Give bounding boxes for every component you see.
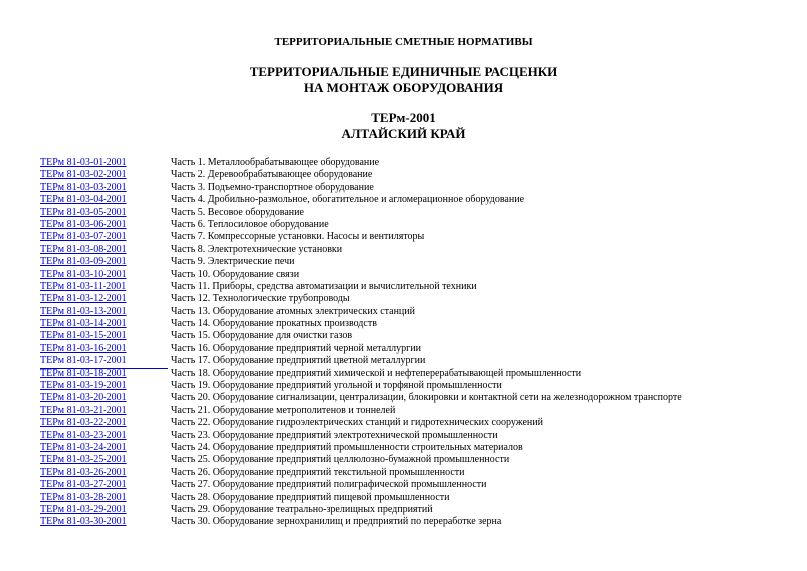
part-title: Часть 27. Оборудование предприятий полиграфической промышленности	[171, 479, 487, 491]
list-item	[40, 330, 760, 342]
part-link[interactable]: ТЕРм 81-03-09-2001	[40, 256, 127, 268]
list-item	[40, 182, 760, 194]
part-title: Часть 7. Компрессорные установки. Насосы и вентиляторы	[171, 231, 425, 243]
part-link[interactable]: ТЕРм 81-03-28-2001	[40, 491, 127, 503]
part-link[interactable]: ТЕРм 81-03-25-2001	[40, 454, 127, 466]
part-link[interactable]: ТЕРм 81-03-04-2001	[40, 194, 127, 206]
document-title	[0, 64, 807, 96]
part-link[interactable]: ТЕРм 81-03-02-2001	[40, 169, 127, 181]
document-title-line-1: ТЕРРИТОРИАЛЬНЫЕ ЕДИНИЧНЫЕ РАСЦЕНКИ	[249, 64, 558, 79]
part-link[interactable]: ТЕРм 81-03-21-2001	[40, 404, 127, 416]
list-item	[40, 281, 760, 293]
part-link[interactable]: ТЕРм 81-03-24-2001	[40, 441, 127, 453]
list-item	[40, 343, 760, 355]
part-link[interactable]: ТЕРм 81-03-08-2001	[40, 243, 127, 255]
document-title-line-2: НА МОНТАЖ ОБОРУДОВАНИЯ	[303, 80, 504, 95]
part-link[interactable]: ТЕРм 81-03-27-2001	[40, 479, 127, 491]
part-title: Часть 9. Электрические печи	[171, 256, 295, 268]
part-title: Часть 21. Оборудование метрополитенов и тоннелей	[171, 404, 396, 416]
part-title: Часть 4. Дробильно-размольное, обогатительное и агломерационное оборудование	[171, 194, 525, 206]
document-code: ТЕРм-2001	[371, 110, 436, 125]
part-link[interactable]: ТЕРм 81-03-12-2001	[40, 293, 127, 305]
part-title: Часть 23. Оборудование предприятий электротехнической промышленности	[171, 429, 498, 441]
parts-list	[40, 157, 760, 529]
part-link[interactable]: ТЕРм 81-03-17-2001	[40, 355, 168, 368]
part-link[interactable]: ТЕРм 81-03-16-2001	[40, 342, 127, 354]
list-item	[40, 405, 760, 417]
part-link[interactable]: ТЕРм 81-03-29-2001	[40, 503, 127, 515]
list-item	[40, 256, 760, 268]
part-link[interactable]: ТЕРм 81-03-07-2001	[40, 231, 127, 243]
part-title: Часть 15. Оборудование для очистки газов	[171, 330, 353, 342]
list-item	[40, 492, 760, 504]
part-link[interactable]: ТЕРм 81-03-06-2001	[40, 218, 127, 230]
part-link[interactable]: ТЕРм 81-03-20-2001	[40, 392, 127, 404]
part-title: Часть 1. Металлообрабатывающее оборудование	[171, 157, 380, 168]
list-item	[40, 368, 760, 380]
part-title: Часть 6. Теплосиловое оборудование	[171, 218, 329, 230]
part-title: Часть 13. Оборудование атомных электрических станций	[171, 305, 415, 317]
part-title: Часть 26. Оборудование предприятий текстильной промышленности	[171, 466, 465, 478]
part-link[interactable]: ТЕРм 81-03-05-2001	[40, 206, 127, 218]
part-link[interactable]: ТЕРм 81-03-03-2001	[40, 181, 127, 193]
part-title: Часть 17. Оборудование предприятий цветной металлургии	[171, 355, 426, 367]
list-item	[40, 293, 760, 305]
list-item	[40, 479, 760, 491]
part-link[interactable]: ТЕРм 81-03-10-2001	[40, 268, 127, 280]
part-title: Часть 14. Оборудование прокатных производств	[171, 318, 377, 330]
part-link[interactable]: ТЕРм 81-03-30-2001	[40, 516, 127, 528]
part-title: Часть 29. Оборудование театрально-зрелищных предприятий	[171, 503, 433, 515]
list-item	[40, 467, 760, 479]
part-title: Часть 24. Оборудование предприятий промышленности строительных материалов	[171, 441, 523, 453]
list-item	[40, 244, 760, 256]
part-link[interactable]: ТЕРм 81-03-15-2001	[40, 330, 127, 342]
part-link[interactable]: ТЕРм 81-03-01-2001	[40, 157, 127, 168]
document-subtitle	[0, 110, 807, 142]
part-title: Часть 25. Оборудование предприятий целлюлозно-бумажной промышленности	[171, 454, 510, 466]
part-title: Часть 18. Оборудование предприятий химической и нефтеперерабатывающей промышленности	[171, 367, 582, 379]
list-item	[40, 355, 760, 367]
part-title: Часть 30. Оборудование зернохранилищ и предприятий по переработке зерна	[171, 516, 502, 528]
list-item	[40, 157, 760, 169]
part-link[interactable]: ТЕРм 81-03-13-2001	[40, 305, 127, 317]
part-title: Часть 2. Деревообрабатывающее оборудование	[171, 169, 373, 181]
list-item	[40, 380, 760, 392]
list-item	[40, 219, 760, 231]
part-title: Часть 11. Приборы, средства автоматизации и вычислительной техники	[171, 280, 477, 292]
list-item	[40, 306, 760, 318]
list-item	[40, 169, 760, 181]
part-link[interactable]: ТЕРм 81-03-22-2001	[40, 417, 127, 429]
list-item	[40, 516, 760, 528]
part-link[interactable]: ТЕРм 81-03-26-2001	[40, 466, 127, 478]
part-link[interactable]: ТЕРм 81-03-19-2001	[40, 380, 127, 392]
part-title: Часть 8. Электротехнические установки	[171, 243, 343, 255]
list-item	[40, 454, 760, 466]
part-title: Часть 16. Оборудование предприятий черной металлургии	[171, 342, 421, 354]
list-item	[40, 194, 760, 206]
list-item	[40, 417, 760, 429]
list-item	[40, 442, 760, 454]
part-link[interactable]: ТЕРм 81-03-23-2001	[40, 429, 127, 441]
list-item	[40, 318, 760, 330]
part-title: Часть 12. Технологические трубопроводы	[171, 293, 350, 305]
region-name: АЛТАЙСКИЙ КРАЙ	[341, 126, 466, 141]
list-item	[40, 269, 760, 281]
document-series-title: ТЕРРИТОРИАЛЬНЫЕ СМЕТНЫЕ НОРМАТИВЫ	[274, 36, 533, 48]
list-item	[40, 207, 760, 219]
part-title: Часть 5. Весовое оборудование	[171, 206, 304, 218]
part-title: Часть 20. Оборудование сигнализации, централизации, блокировки и контактной сети на железнодорожном транспорте	[171, 392, 682, 404]
part-title: Часть 10. Оборудование связи	[171, 268, 300, 280]
list-item	[40, 430, 760, 442]
part-link[interactable]: ТЕРм 81-03-18-2001	[40, 367, 127, 379]
list-item	[40, 392, 760, 404]
part-link[interactable]: ТЕРм 81-03-11-2001	[40, 280, 127, 292]
part-link[interactable]: ТЕРм 81-03-14-2001	[40, 318, 127, 330]
part-title: Часть 3. Подъемно-транспортное оборудование	[171, 181, 374, 193]
part-title: Часть 22. Оборудование гидроэлектрических станций и гидротехнических сооружений	[171, 417, 543, 429]
list-item	[40, 231, 760, 243]
part-title: Часть 19. Оборудование предприятий угольной и торфяной промышленности	[171, 380, 502, 392]
part-title: Часть 28. Оборудование предприятий пищевой промышленности	[171, 491, 450, 503]
list-item	[40, 504, 760, 516]
